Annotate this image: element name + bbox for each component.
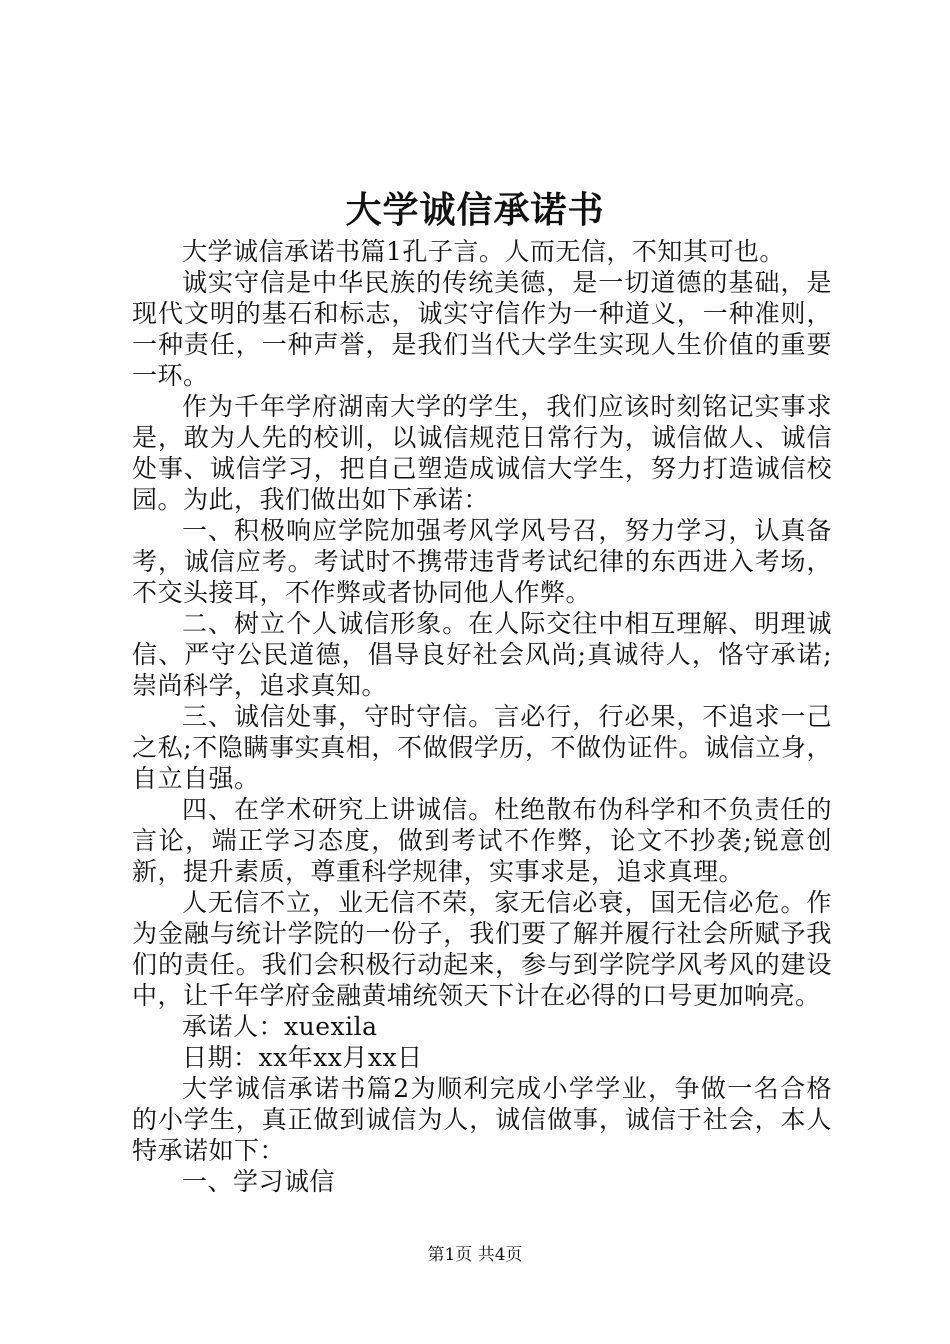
paragraph-item-2: 二、树立个人诚信形象。在人际交往中相互理解、明理诚信、严守公民道德，倡导良好社会风尚;真诚待人，恪守承诺;崇尚科学，追求真知。 (132, 609, 832, 700)
paragraph-honesty: 诚实守信是中华民族的传统美德，是一切道德的基础，是现代文明的基石和标志，诚实守信作为一种道义，一种准则，一种责任，一种声誉，是我们当代大学生实现人生价值的重要一环。 (132, 268, 832, 390)
paragraph-intro: 大学诚信承诺书篇1孔子言。人而无信，不知其可也。 (182, 237, 785, 266)
paragraph-item-3: 三、诚信处事，守时守信。言必行，行必果，不追求一己之私;不隐瞒事实真相，不做假学历，不做伪证件。诚信立身，自立自强。 (132, 702, 832, 793)
paragraph-part-2-intro: 大学诚信承诺书篇2为顺利完成小学学业，争做一名合格的小学生，真正做到诚信为人，诚信做事，诚信于社会，本人特承诺如下： (132, 1074, 832, 1165)
paragraph-conclusion: 人无信不立，业无信不荣，家无信必衰，国无信必危。作为金融与统计学院的一份子，我们要了解并履行社会所赋予我们的责任。我们会积极行动起来，参与到学院学风考风的建设中，让千年学府金融黄埔统领天下计在必得的口号更加响亮。 (132, 888, 832, 1010)
page-number-footer: 第1页 共4页 (427, 1245, 523, 1265)
section-heading-study-honesty: 一、学习诚信 (182, 1167, 336, 1196)
paragraph-item-4: 四、在学术研究上讲诚信。杜绝散布伪科学和不负责任的言论，端正学习态度，做到考试不作弊，论文不抄袭;锐意创新，提升素质，尊重科学规律，实事求是，追求真理。 (132, 795, 832, 886)
date-line: 日期：xx年xx月xx日 (182, 1043, 423, 1072)
signatory-line: 承诺人：xuexila (182, 1012, 378, 1041)
paragraph-item-1: 一、积极响应学院加强考风学风号召，努力学习，认真备考，诚信应考。考试时不携带违背考试纪律的东西进入考场，不交头接耳，不作弊或者协同他人作弊。 (132, 516, 832, 607)
document-body (132, 236, 832, 1197)
document-title: 大学诚信承诺书 (345, 189, 605, 231)
paragraph-hunan-university: 作为千年学府湖南大学的学生，我们应该时刻铭记实事求是，敢为人先的校训，以诚信规范日常行为，诚信做人、诚信处事、诚信学习，把自己塑造成诚信大学生，努力打造诚信校园。为此，我们做出如下承诺： (132, 392, 832, 514)
